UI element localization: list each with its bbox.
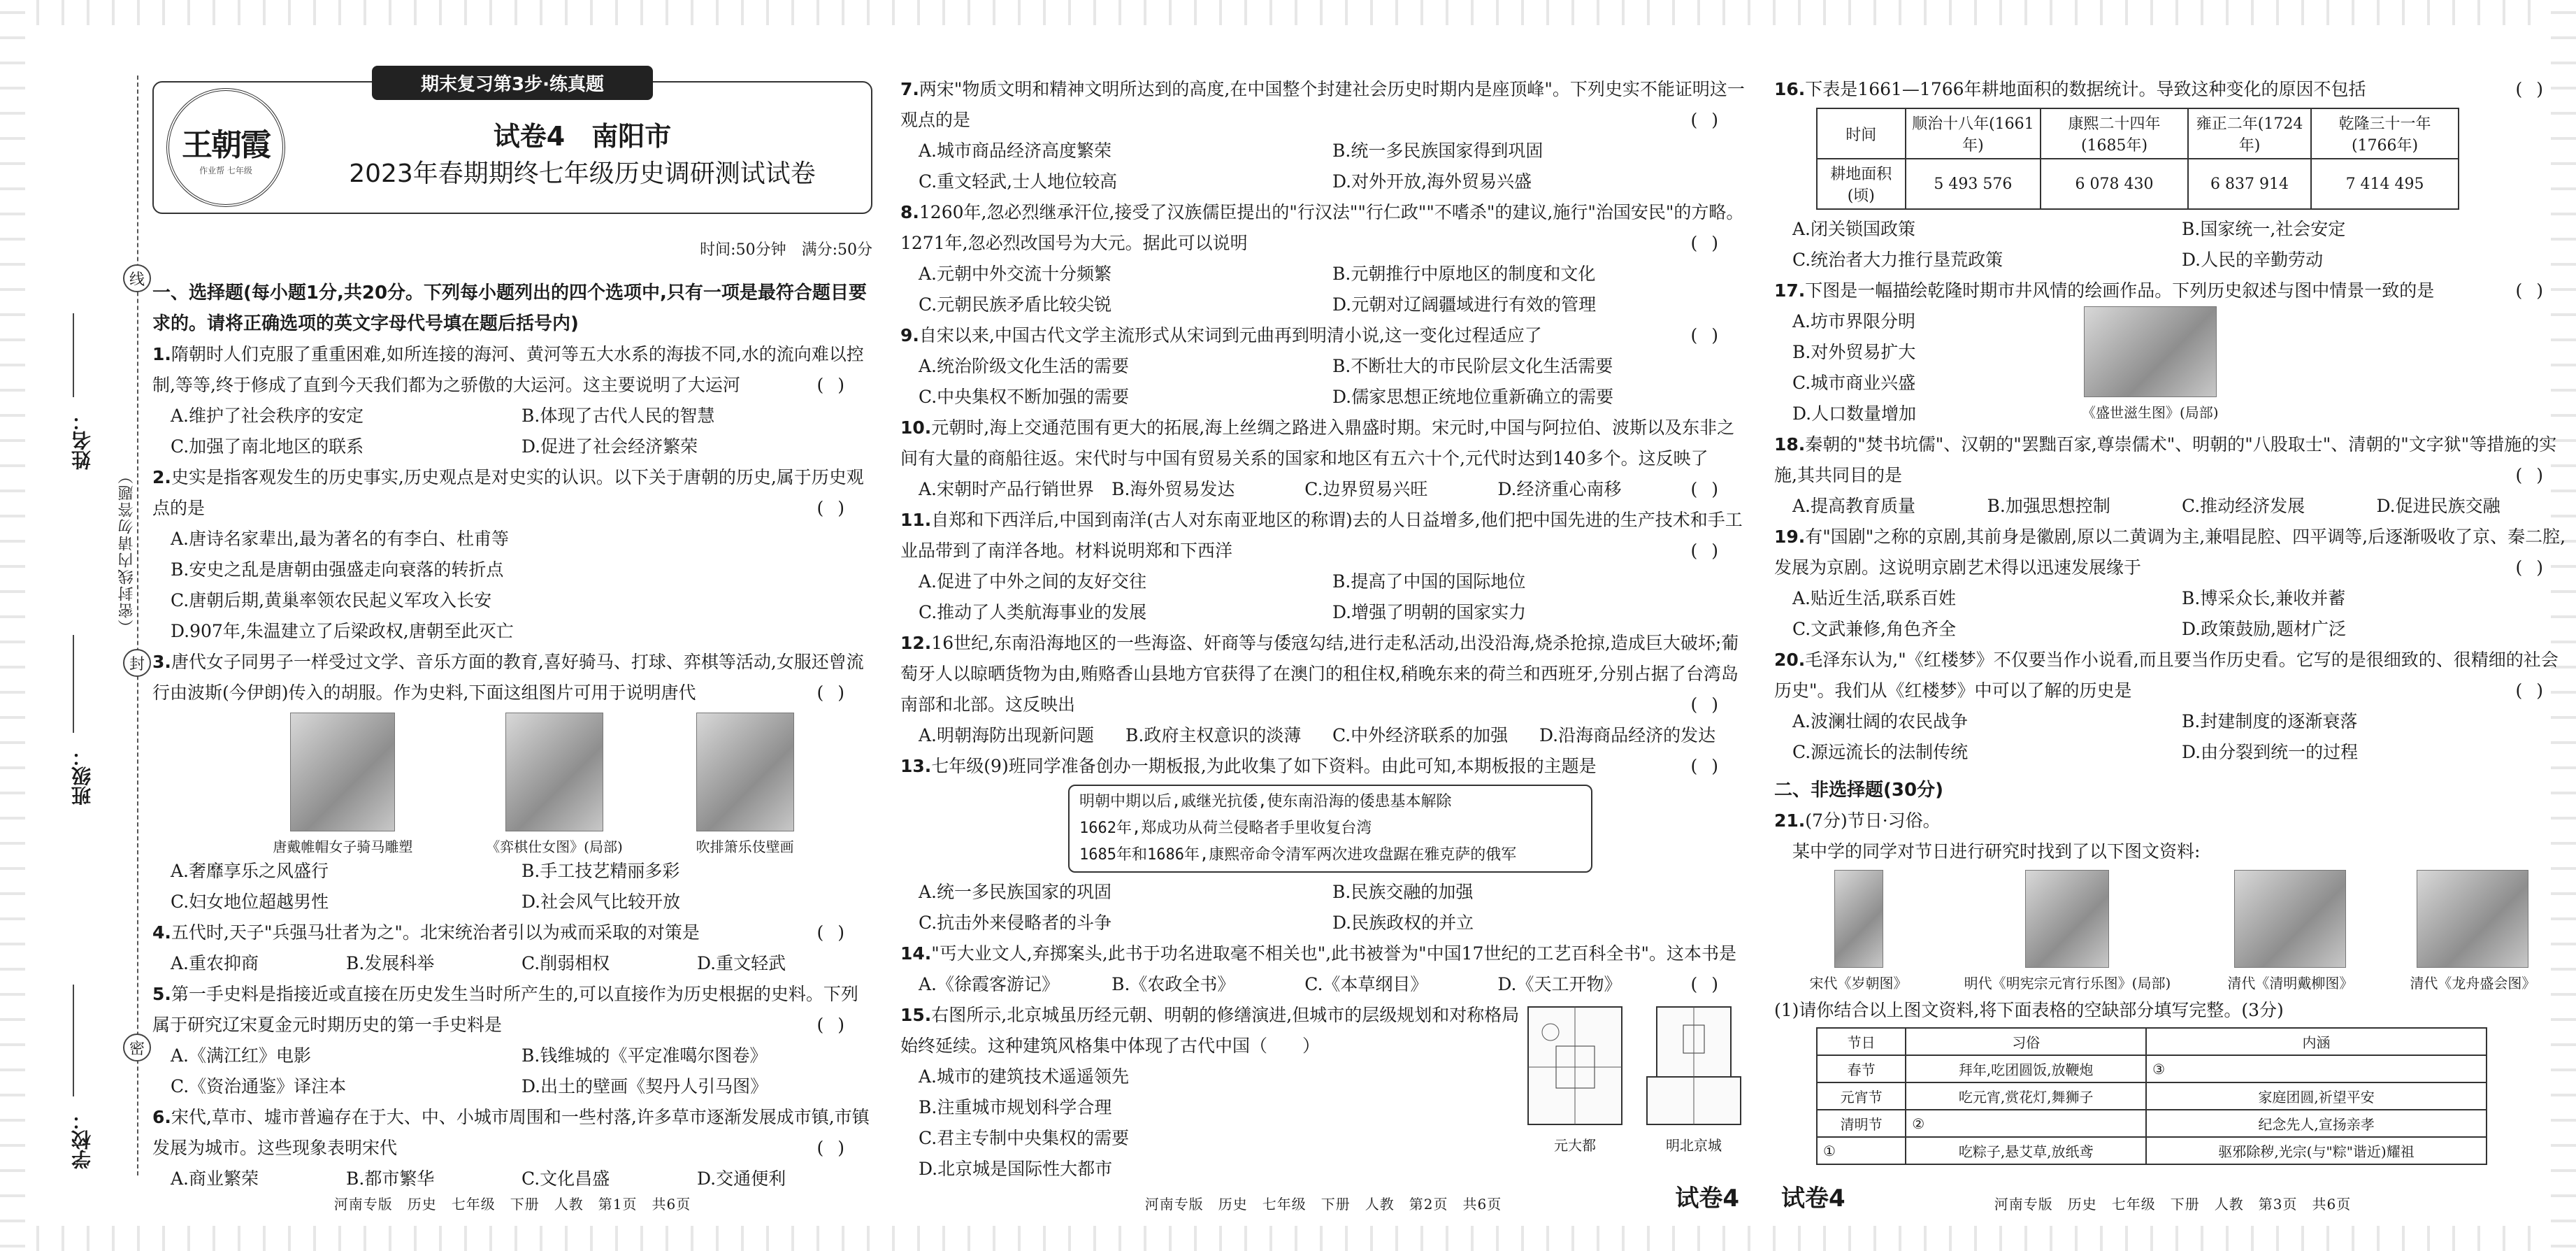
option-a[interactable]: A.宋朝时产品行销世界 <box>919 479 1095 499</box>
option-c[interactable]: C.重文轻武,士人地位较高 <box>919 171 1118 192</box>
page-footer-2: 河南专版 历史 七年级 下册 人教 第2页 共6页 <box>1144 1196 1502 1213</box>
question-stem: 秦朝的"焚书坑儒"、汉朝的"罢黜百家,尊崇儒术"、明朝的"八股取士"、清朝的"文字狱"等措施的实施,其共同目的是 <box>1774 434 2557 485</box>
question-stem: 宋代,草市、墟市普遍存在于大、中、小城市周围和一些村落,许多草市逐渐发展成市镇,市镇发展为城市。这些现象表明宋代 <box>152 1107 870 1158</box>
question-16 <box>1774 74 2571 105</box>
option-b[interactable]: B.发展科举 <box>346 953 435 973</box>
exam-sheet <box>34 34 2566 1217</box>
answer-blank[interactable]: () <box>816 1138 858 1158</box>
option-a[interactable]: A.贴近生活,联系百姓 <box>1792 588 1956 608</box>
figure-caption: 明代《明宪宗元宵行乐图》(局部) <box>1964 975 2171 992</box>
option-d[interactable]: D.促进了社会经济繁荣 <box>521 436 698 457</box>
option-a[interactable]: A.奢靡享乐之风盛行 <box>171 861 329 881</box>
painting-image <box>2417 870 2528 968</box>
table-cell: 6 837 914 <box>2188 159 2311 209</box>
figure-caption: 《弈棋仕女图》(局部) <box>486 838 623 855</box>
option-c[interactable]: C.边界贸易兴旺 <box>1304 479 1428 499</box>
answer-blank[interactable]: () <box>1690 974 1732 994</box>
binding-mark-xian: 线 <box>123 264 151 292</box>
table-cell: 7 414 495 <box>2311 159 2459 209</box>
answer-cell[interactable]: ② <box>1906 1110 2146 1137</box>
table-header: 康熙二十四年(1685年) <box>2041 108 2188 159</box>
option-c[interactable]: C.加强了南北地区的联系 <box>171 436 364 457</box>
option-c[interactable]: C.统治者大力推行垦荒政策 <box>1792 250 2003 270</box>
question-number: 11. <box>900 510 932 530</box>
paper-subtitle: 2023年春期期终七年级历史调研测试试卷 <box>349 159 816 188</box>
option-a[interactable]: A.重农抑商 <box>171 953 259 973</box>
school-label: 学校： <box>71 1110 94 1169</box>
map-caption: 明北京城 <box>1666 1137 1722 1154</box>
page-2 <box>900 34 1746 1217</box>
question-stem: (7分)节日·习俗。 <box>1805 810 1941 831</box>
mural-image <box>696 713 794 831</box>
q3-figures <box>152 708 872 856</box>
question-number: 3. <box>152 652 171 672</box>
paper-title: 试卷4 南阳市 <box>493 121 672 152</box>
ming-beijing-plan-icon <box>1641 1004 1746 1130</box>
question-stem: 自宋以来,中国古代文学主流形式从宋词到元曲再到明清小说,这一变化过程适应了 <box>919 325 1542 345</box>
option-a[interactable]: A.波澜壮阔的农民战争 <box>1792 711 1969 731</box>
painting-image <box>1834 870 1883 968</box>
page-footer-3: 河南专版 历史 七年级 下册 人教 第3页 共6页 <box>1994 1196 2352 1213</box>
option-b[interactable]: B.提高了中国的国际地位 <box>1332 571 1526 592</box>
options-7 <box>900 136 1746 197</box>
question-stem: 唐代女子同男子一样受过文学、音乐方面的教育,喜好骑马、打球、弈棋等活动,女服还曾流行由波斯(今伊朗)传入的胡服。作为史料,下面这组图片可用于说明唐代 <box>152 652 864 703</box>
question-number: 10. <box>900 417 932 438</box>
question-number: 5. <box>152 984 171 1004</box>
question-stem: 第一手史料是指接近或直接在历史发生当时所产生的,可以直接作为历史根据的史料。下列属于研究辽宋夏金元时期历史的第一手史料是 <box>152 984 858 1035</box>
question-stem: 两宋"物质文明和精神文明所达到的高度,在中国整个封建社会历史时期内是座顶峰"。下列史实不能证明这一观点的是 <box>900 79 1745 130</box>
question-number: 18. <box>1774 434 1806 455</box>
option-a[interactable]: A.统一多民族国家的巩固 <box>919 882 1112 902</box>
answer-blank[interactable]: () <box>816 1015 858 1035</box>
option-c[interactable]: C.中央集权不断加强的需要 <box>919 387 1130 407</box>
blackboard-notes <box>1068 785 1592 873</box>
option-c[interactable]: C.唐朝后期,黄巢率领农民起义军攻入长安 <box>171 590 492 610</box>
ming-beijing-map <box>1641 1004 1746 1185</box>
options-5 <box>152 1041 872 1102</box>
question-number: 8. <box>900 202 919 222</box>
options-17 <box>1774 306 2082 429</box>
question-stem: 史实是指客观发生的历史事实,历史观点是对史实的认识。以下关于唐朝的历史,属于历史观点的是 <box>152 467 864 518</box>
festival-table <box>1816 1027 2487 1165</box>
options-3 <box>152 856 872 917</box>
question-number: 19. <box>1774 527 1806 547</box>
option-d[interactable]: D.人口数量增加 <box>1792 403 1917 424</box>
option-c[interactable]: C.元朝民族矛盾比较尖锐 <box>919 294 1112 315</box>
table-header: 雍正二年(1724年) <box>2188 108 2311 159</box>
option-c[interactable]: C.君主专制中央集权的需要 <box>919 1128 1130 1148</box>
question-number: 7. <box>900 79 919 99</box>
table-cell: 清明节 <box>1817 1110 1906 1137</box>
figure-qingming <box>2227 870 2353 992</box>
left-border <box>0 0 25 1251</box>
option-a[interactable]: A.商业繁荣 <box>171 1168 259 1189</box>
option-c[interactable]: C.文化昌盛 <box>521 1168 610 1189</box>
options-16 <box>1774 214 2571 276</box>
option-c[interactable]: C.抗击外来侵略者的斗争 <box>919 913 1112 933</box>
note-line: 1662年,郑成功从荷兰侵略者手里收复台湾 <box>1079 820 1372 837</box>
painting-image <box>2084 306 2217 397</box>
figure-caption: 《盛世滋生图》(局部) <box>2082 404 2219 421</box>
table-cell: 吃粽子,悬艾草,放纸鸢 <box>1906 1137 2146 1164</box>
note-line: 明朝中期以后,戚继光抗倭,使东南沿海的倭患基本解除 <box>1079 793 1452 810</box>
logo-subtext: 作业帮 七年级 <box>199 165 252 176</box>
option-b[interactable]: B.海外贸易发达 <box>1111 479 1235 499</box>
option-c[interactable]: C.城市商业兴盛 <box>1792 373 1916 393</box>
answer-blank[interactable]: () <box>1690 694 1732 715</box>
question-9 <box>900 320 1746 351</box>
table-header: 时间 <box>1817 108 1906 159</box>
table-cell: 元宵节 <box>1817 1082 1906 1110</box>
map-caption: 元大都 <box>1554 1137 1596 1154</box>
answer-blank[interactable]: () <box>2515 280 2557 301</box>
question-number: 13. <box>900 756 932 776</box>
options-1 <box>152 401 872 462</box>
yuan-dadu-map <box>1523 1004 1627 1185</box>
table-header: 节日 <box>1817 1028 1906 1055</box>
city-maps <box>1523 1000 1746 1185</box>
figure-caption: 唐戴帷帽女子骑马雕塑 <box>273 838 413 855</box>
option-d[interactable]: D.促进民族交融 <box>2376 496 2501 516</box>
figure-caption: 宋代《岁朝图》 <box>1809 975 1908 992</box>
option-d[interactable]: D.民族政权的并立 <box>1332 913 1474 933</box>
question-12 <box>900 628 1746 720</box>
option-c[interactable]: C.妇女地位超越男性 <box>171 892 329 912</box>
page-top-space <box>900 34 1746 74</box>
question-4 <box>152 917 872 948</box>
option-a[interactable]: A.唐诗名家辈出,最为著名的有李白、杜甫等 <box>171 529 509 549</box>
option-b[interactable]: B.安史之乱是唐朝由强盛走向衰落的转折点 <box>171 559 504 580</box>
option-b[interactable]: B.政府主权意识的淡薄 <box>1125 725 1302 745</box>
option-b[interactable]: B.《农政全书》 <box>1111 974 1235 994</box>
option-a[interactable]: A.坊市界限分明 <box>1792 311 1916 331</box>
option-c[interactable]: C.推动了人类航海事业的发展 <box>919 602 1147 622</box>
question-19 <box>1774 522 2571 583</box>
option-b[interactable]: B.加强思想控制 <box>1987 496 2110 516</box>
answer-blank[interactable]: () <box>1690 541 1732 561</box>
table-row-label: 耕地面积(顷) <box>1817 159 1906 209</box>
question-number: 20. <box>1774 650 1806 670</box>
q15-block <box>900 1000 1746 1185</box>
painting-image <box>2234 870 2346 968</box>
options-14 <box>900 969 1690 1000</box>
question-11 <box>900 505 1746 566</box>
question-stem: 下表是1661—1766年耕地面积的数据统计。导致这种变化的原因不包括 <box>1805 79 2366 99</box>
figure-caption: 清代《清明戴柳图》 <box>2227 975 2354 992</box>
question-number: 9. <box>900 325 919 345</box>
option-a[interactable]: A.城市商品经济高度繁荣 <box>919 141 1112 161</box>
table-cell: 家庭团圆,祈望平安 <box>2146 1082 2487 1110</box>
q21-sub-question: (1)请你结合以上图文资料,将下面表格的空缺部分填写完整。(3分) <box>1774 1000 2284 1020</box>
question-stem: 1260年,忽必烈继承汗位,接受了汉族儒臣提出的"行汉法""行仁政""不嗜杀"的建议,施行"治国安民"的方略。1271年,忽必烈改国号为大元。据此可以说明 <box>900 202 1744 253</box>
options-11 <box>900 566 1746 628</box>
option-b[interactable]: B.都市繁华 <box>346 1168 435 1189</box>
bottom-border <box>0 1226 2576 1251</box>
table-cell: 吃元宵,赏花灯,舞狮子 <box>1906 1082 2146 1110</box>
options-8 <box>900 259 1746 320</box>
question-stem: 毛泽东认为,"《红楼梦》不仅要当作小说看,而且要当作历史看。它写的是很细致的、很精细的社会历史"。我们从《红楼梦》中可以了解的历史是 <box>1774 650 2559 701</box>
figure-mural <box>696 713 794 856</box>
options-9 <box>900 351 1746 413</box>
painting-image <box>505 713 603 831</box>
option-d[interactable]: D.社会风气比较开放 <box>521 892 681 912</box>
answer-blank[interactable]: () <box>816 498 858 518</box>
option-b[interactable]: B.不断壮大的市民阶层文化生活需要 <box>1332 356 1613 376</box>
figure-dragon-boat <box>2410 870 2535 992</box>
question-number: 6. <box>152 1107 171 1127</box>
answer-blank[interactable]: () <box>2515 79 2557 99</box>
question-15: 15.右图所示,北京城虽历经元朝、明朝的修缮演进,但城市的层级规划和对称格局始终延续。这种建筑风格集中体现了古代中国（ ） <box>900 1005 1520 1056</box>
question-13 <box>900 751 1746 782</box>
option-c[interactable]: C.《资治通鉴》译注本 <box>171 1076 347 1096</box>
q15-text <box>900 1000 1523 1185</box>
option-a[interactable]: A.促进了中外之间的友好交往 <box>919 571 1147 592</box>
question-number: 17. <box>1774 280 1806 301</box>
question-number: 15. <box>900 1005 932 1025</box>
section-nonchoice-heading: 二、非选择题(30分) <box>1774 780 1943 801</box>
options-10 <box>900 474 1690 505</box>
option-b[interactable]: B.博采众长,兼收并蓄 <box>2182 588 2346 608</box>
options-4 <box>152 948 872 979</box>
name-label: 姓名： <box>71 411 94 470</box>
answer-blank[interactable]: () <box>816 375 858 395</box>
figure-caption: 清代《龙舟盛会图》 <box>2410 975 2536 992</box>
table-header: 内涵 <box>2146 1028 2487 1055</box>
question-stem: "丐大业文人,弃掷案头,此书于功名进取毫不相关也",此书被誉为"中国17世纪的工艺百科全书"。这本书是 <box>931 943 1736 964</box>
option-a[interactable]: A.《徐霞客游记》 <box>919 974 1060 994</box>
option-c[interactable]: C.源远流长的法制传统 <box>1792 742 1969 762</box>
school-line <box>73 985 74 1096</box>
question-stem: 自郑和下西洋后,中国到南洋(古人对东南亚地区的称谓)去的人日益增多,他们把中国先进的生产技术和手工业品带到了南洋各地。材料说明郑和下西洋 <box>900 510 1743 561</box>
option-a[interactable]: A.明朝海防出现新问题 <box>919 725 1095 745</box>
painting-image <box>2025 870 2109 968</box>
table-cell: 驱邪除秽,光宗(与"粽"谐近)耀祖 <box>2146 1137 2487 1164</box>
options-2 <box>152 524 872 647</box>
options-6 <box>152 1164 872 1194</box>
option-d[interactable]: D.增强了明朝的国家实力 <box>1332 602 1527 622</box>
answer-blank[interactable]: () <box>1690 479 1732 499</box>
table-cell: 拜年,吃团圆饭,放鞭炮 <box>1906 1055 2146 1082</box>
page-top-space <box>1774 34 2571 74</box>
figure-new-year <box>1810 870 1908 992</box>
question-18 <box>1774 429 2571 491</box>
logo-text: 王朝霞 <box>182 127 270 163</box>
question-7 <box>900 74 1746 136</box>
answer-blank[interactable]: () <box>1690 110 1732 130</box>
option-b[interactable]: B.对外贸易扩大 <box>1792 342 1916 362</box>
answer-blank[interactable]: () <box>2515 680 2557 701</box>
question-stem: 16世纪,东南沿海地区的一些海盗、奸商等与倭寇勾结,进行走私活动,出没沿海,烧杀抢掠,造成巨大破坏;葡萄牙人以晾晒货物为由,贿赂香山县地方官获得了在澳门的租住权,稍晚东来的荷兰和西班牙,分别占据了台湾岛南部和北部。这反映出 <box>900 633 1739 715</box>
paper-banner-left: 试卷4 <box>1781 1185 1845 1213</box>
option-a[interactable]: A.《满江红》电影 <box>171 1045 312 1066</box>
q21-figures <box>1774 867 2571 995</box>
question-20 <box>1774 645 2571 706</box>
binding-mark-feng: 封 <box>123 649 151 677</box>
page-3 <box>1774 34 2571 1217</box>
question-number: 14. <box>900 943 932 964</box>
question-number: 2. <box>152 467 171 487</box>
time-score: 时间:50分钟 满分:50分 <box>700 241 872 259</box>
option-d[interactable]: D.元朝对辽阔疆域进行有效的管理 <box>1332 294 1597 315</box>
options-15 <box>900 1061 1523 1185</box>
option-d[interactable]: D.沿海商品经济的发达 <box>1539 725 1716 745</box>
q21-intro: 某中学的同学对节日进行研究时找到了以下图文资料: <box>1792 841 2201 862</box>
question-stem: 七年级(9)班同学准备创办一期板报,为此收集了如下资料。由此可知,本期板报的主题是 <box>931 756 1597 776</box>
exam-header <box>152 74 872 214</box>
question-stem: 元朝时,海上交通范围有更大的拓展,海上丝绸之路进入鼎盛时期。宋元时,中国与阿拉伯、波斯以及东非之间有大量的商船往返。宋代时与中国有贸易关系的国家和地区有五六十个,元代时达到140多个。这反映了 <box>900 417 1735 469</box>
figure-horse-rider <box>273 713 412 856</box>
top-border <box>0 0 2576 25</box>
table-header: 乾隆三十一年(1766年) <box>2311 108 2459 159</box>
page-footer-1: 河南专版 历史 七年级 下册 人教 第1页 共6页 <box>333 1196 691 1213</box>
question-stem: 五代时,天子"兵强马壮者为之"。北宋统治者引以为戒而采取的对策是 <box>171 922 700 943</box>
option-d[interactable]: D.政策鼓励,题材广泛 <box>2182 619 2347 639</box>
option-d[interactable]: D.经济重心南移 <box>1497 479 1622 499</box>
option-b[interactable]: B.元朝推行中原地区的制度和文化 <box>1332 264 1596 284</box>
question-1 <box>152 339 872 401</box>
tang-sculpture-image <box>290 713 395 831</box>
answer-cell[interactable]: ③ <box>2146 1055 2487 1082</box>
answer-blank[interactable]: () <box>2515 557 2557 578</box>
note-line: 1685年和1686年,康熙帝命令清军两次进攻盘踞在雅克萨的俄军 <box>1079 846 1517 864</box>
options-12 <box>900 720 1746 751</box>
option-a[interactable]: A.统治阶级文化生活的需要 <box>919 356 1130 376</box>
answer-blank[interactable]: () <box>1690 756 1732 776</box>
answer-blank[interactable]: () <box>816 922 858 943</box>
option-c[interactable]: C.《本草纲目》 <box>1304 974 1428 994</box>
option-b[interactable]: B.封建制度的逐渐衰落 <box>2182 711 2358 731</box>
table-cell: 5 493 576 <box>1906 159 2041 209</box>
options-18 <box>1774 491 2571 522</box>
option-d[interactable]: D.北京城是国际性大都市 <box>919 1159 1113 1179</box>
figure-chess-lady <box>486 713 623 856</box>
page-1 <box>152 34 872 1217</box>
q17-block <box>1774 306 2571 429</box>
option-a[interactable]: A.闭关锁国政策 <box>1792 219 1916 239</box>
class-label: 班级： <box>71 747 94 806</box>
table-cell: 纪念先人,宣扬亲孝 <box>2146 1110 2487 1137</box>
option-b[interactable]: B.体现了古代人民的智慧 <box>521 406 715 426</box>
binding-margin <box>34 76 145 1175</box>
option-a[interactable]: A.维护了社会秩序的安定 <box>171 406 364 426</box>
question-3 <box>152 647 872 708</box>
yuan-dadu-plan-icon <box>1523 1004 1627 1130</box>
question-number: 16. <box>1774 79 1806 99</box>
question-stem: 隋朝时人们克服了重重困难,如所连接的海河、黄河等五大水系的海拔不同,水的流向难以控制,等等,终于修成了直到今天我们都为之骄傲的大运河。这主要说明了大运河 <box>152 344 864 395</box>
question-number: 1. <box>152 344 171 364</box>
question-6 <box>152 1102 872 1164</box>
publisher-logo <box>166 88 285 207</box>
table-cell: 6 078 430 <box>2041 159 2188 209</box>
options-13 <box>900 877 1746 938</box>
option-a[interactable]: A.元朝中外交流十分频繁 <box>919 264 1112 284</box>
review-step-tab: 期末复习第3步·练真题 <box>372 66 653 100</box>
farmland-table <box>1816 108 2459 210</box>
option-d[interactable]: D.对外开放,海外贸易兴盛 <box>1332 171 1532 192</box>
paper-banner-right: 试卷4 <box>1675 1185 1739 1213</box>
option-d[interactable]: D.907年,朱温建立了后梁政权,唐朝至此灭亡 <box>171 621 514 641</box>
question-stem: 下图是一幅描绘乾隆时期市井风情的绘画作品。下列历史叙述与图中情景一致的是 <box>1805 280 2435 301</box>
option-c[interactable]: C.削弱相权 <box>521 953 610 973</box>
option-d[interactable]: D.出土的壁画《契丹人引马图》 <box>521 1076 768 1096</box>
option-d[interactable]: D.由分裂到统一的过程 <box>2182 742 2359 762</box>
question-number: 12. <box>900 633 932 653</box>
options-19 <box>1774 583 2571 645</box>
option-b[interactable]: B.国家统一,社会安定 <box>2182 219 2346 239</box>
question-2 <box>152 462 872 524</box>
question-number: 4. <box>152 922 171 943</box>
option-d[interactable]: D.人民的辛勤劳动 <box>2182 250 2324 270</box>
option-b[interactable]: B.手工技艺精丽多彩 <box>521 861 680 881</box>
figure-lantern <box>1964 870 2171 992</box>
figure-prosperity-painting <box>2082 306 2219 429</box>
figure-caption: 吹排箫乐伎壁画 <box>696 838 794 855</box>
answer-blank[interactable]: () <box>1690 325 1732 345</box>
question-5 <box>152 979 872 1041</box>
question-17 <box>1774 276 2571 306</box>
option-b[interactable]: B.钱维城的《平定准噶尔图卷》 <box>521 1045 768 1066</box>
table-header: 习俗 <box>1906 1028 2146 1055</box>
option-d[interactable]: D.儒家思想正统地位重新确立的需要 <box>1332 387 1614 407</box>
table-header: 顺治十八年(1661年) <box>1906 108 2041 159</box>
table-cell: 春节 <box>1817 1055 1906 1082</box>
question-stem: 有"国剧"之称的京剧,其前身是徽剧,原以二黄调为主,兼唱昆腔、四平调等,后逐渐吸收了京、秦二腔,发展为京剧。这说明京剧艺术得以迅速发展缘于 <box>1774 527 2566 578</box>
options-20 <box>1774 706 2571 768</box>
answer-blank[interactable]: () <box>1690 233 1732 253</box>
option-d[interactable]: D.交通便利 <box>697 1168 786 1189</box>
question-8 <box>900 197 1746 259</box>
question-number: 21. <box>1774 810 1806 831</box>
answer-blank[interactable]: () <box>2515 465 2557 485</box>
option-b[interactable]: B.注重城市规划科学合理 <box>919 1097 1112 1117</box>
section-choice-heading: 一、选择题(每小题1分,共20分。下列每小题列出的四个选项中,只有一项是最符合题目要求的。请将正确选项的英文字母代号填在题后括号内) <box>152 283 867 334</box>
name-line <box>73 313 74 397</box>
answer-blank[interactable]: () <box>816 682 858 703</box>
option-c[interactable]: C.推动经济发展 <box>2182 496 2305 516</box>
option-c[interactable]: C.文武兼修,角色齐全 <box>1792 619 1957 639</box>
class-line <box>73 635 74 733</box>
answer-cell[interactable]: ① <box>1817 1137 1906 1164</box>
option-d[interactable]: D.《天工开物》 <box>1497 974 1622 994</box>
binding-mark-mi: 密 <box>123 1034 151 1061</box>
option-b[interactable]: B.民族交融的加强 <box>1332 882 1474 902</box>
option-a[interactable]: A.城市的建筑技术遥遥领先 <box>919 1066 1130 1087</box>
option-d[interactable]: D.重文轻武 <box>697 953 786 973</box>
option-c[interactable]: C.中外经济联系的加强 <box>1332 725 1509 745</box>
binding-note: （密封线内请勿答题） <box>118 467 136 635</box>
question-stem: 右图所示,北京城虽历经元朝、明朝的修缮演进,但城市的层级规划和对称格局始终延续。这种建筑风格集中体现了古代中国 <box>900 1005 1520 1056</box>
question-21 <box>1774 806 2571 836</box>
option-a[interactable]: A.提高教育质量 <box>1792 496 1916 516</box>
option-b[interactable]: B.统一多民族国家得到巩固 <box>1332 141 1544 161</box>
